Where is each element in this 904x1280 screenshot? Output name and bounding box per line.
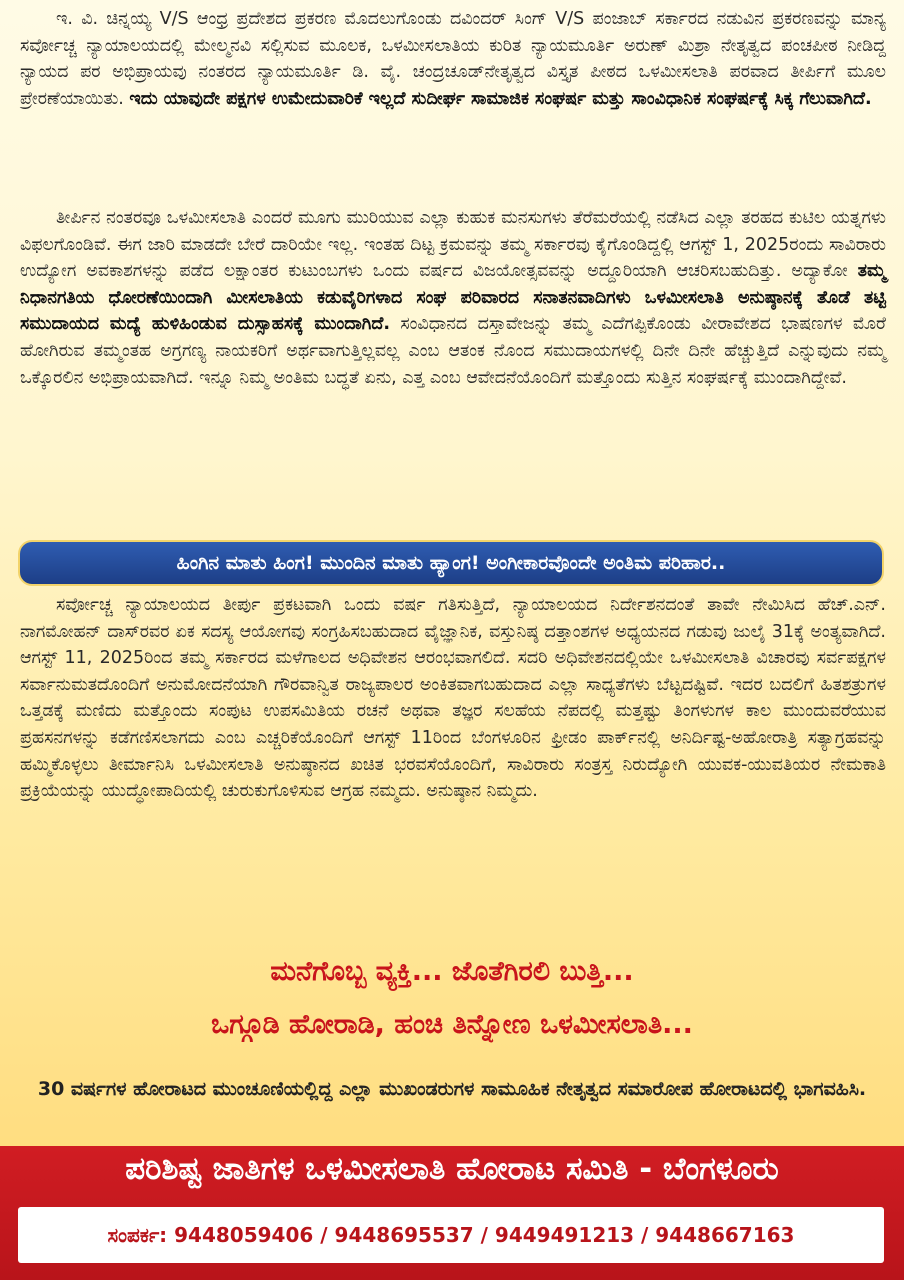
organization-name: ಪರಿಶಿಷ್ಟ ಜಾತಿಗಳ ಒಳಮೀಸಲಾತಿ ಹೋರಾಟ ಸಮಿತಿ - ಬೆಂಗಳೂರು (125, 1151, 779, 1187)
slogan-line-2: ಒಗ್ಗೂಡಿ ಹೋರಾಡಿ, ಹಂಚಿ ತಿನ್ನೋಣ ಒಳಮೀಸಲಾತಿ... (211, 1009, 693, 1040)
second-bold-text: ತಮ್ಮ ನಿಧಾನಗತಿಯ ಧೋರಣೆಯಿಂದಾಗಿ ಮೀಸಲಾತಿಯ ಕಡುವೈರಿಗಳಾದ ಸಂಘ ಪರಿವಾರದ ಸನಾತನವಾದಿಗಳು ಒಳಮೀಸಲಾತಿ ಅನುಷ್ಠಾನಕ್ಕೆ ತೊಡೆ ತಟ್ಟಿ ಸಮುದಾಯದ ಮದ್ಯೆ ಹುಳಿಹಿಂಡುವ ದುಸ್ಸಾಹಸಕ್ಕೆ ಮುಂದಾಗಿದೆ. (20, 261, 886, 335)
intro-paragraph (20, 6, 886, 112)
second-text-a: ತೀರ್ಪಿನ ನಂತರವೂ ಒಳಮೀಸಲಾತಿ ಎಂದರೆ ಮೂಗು ಮುರಿಯುವ ಎಲ್ಲಾ ಕುಹುಕ ಮನಸುಗಳು ತೆರೆಮರೆಯಲ್ಲಿ ನಡೆಸಿದ ಎಲ್ಲಾ ತರಹದ ಕುಟಿಲ ಯತ್ನಗಳು ವಿಫಲಗೊಂಡಿವೆ. ಈಗ ಜಾರಿ ಮಾಡದೇ ಬೇರೆ ದಾರಿಯೇ ಇಲ್ಲ. ಇಂತಹ ದಿಟ್ಟ ಕ್ರಮವನ್ನು ತಮ್ಮ ಸರ್ಕಾರವು ಕೈಗೊಂಡಿದ್ದಲ್ಲಿ ಆಗಸ್ಟ್ 1, 2025ರಂದು ಸಾವಿರಾರು ಉದ್ಯೋಗ ಅವಕಾಶಗಳನ್ನು ಪಡೆದ ಲಕ್ಷಾಂತರ ಕುಟುಂಬಗಳು ಒಂದು ವರ್ಷದ ವಿಜಯೋತ್ಸವವನ್ನು ಅದ್ದೂರಿಯಾಗಿ ಆಚರಿಸಬಹುದಿತ್ತು. ಅದ್ಯಾಕೋ (20, 208, 886, 282)
call-to-action: 30 ವರ್ಷಗಳ ಹೋರಾಟದ ಮುಂಚೂಣಿಯಲ್ಲಿದ್ದ ಎಲ್ಲಾ ಮುಖಂಡರುಗಳ ಸಾಮೂಹಿಕ ನೇತೃತ್ವದ ಸಮಾರೋಪ ಹೋರಾಟದಲ್ಲಿ ಭಾಗವಹಿಸಿ. (37, 1078, 867, 1100)
contact-numbers: ಸಂಪರ್ಕ: 9448059406 / 9448695537 / 9449491213 / 9448667163 (107, 1223, 795, 1247)
banner-text: ಹಿಂಗಿನ ಮಾತು ಹಿಂಗ! ಮುಂದಿನ ಮಾತು ಹ್ಯಾಂಗ! ಅಂಗೀಕಾರವೊಂದೇ ಅಂತಿಮ ಪರಿಹಾರ.. (176, 552, 726, 574)
second-text-c: ಸಂವಿಧಾನದ ದಸ್ತಾವೇಜನ್ನು ತಮ್ಮ ಎದೆಗಪ್ಪಿಕೊಂಡು ವೀರಾವೇಶದ ಭಾಷಣಗಳ ಮೊರೆ ಹೋಗಿರುವ ತಮ್ಮಂತಹ ಅಗ್ರಗಣ್ಯ ನಾಯಕರಿಗೆ ಅರ್ಥವಾಗುತ್ತಿಲ್ಲವಲ್ಲ ಎಂಬ ಆತಂಕ ನೊಂದ ಸಮುದಾಯಗಳಲ್ಲಿ ದಿನೇ ದಿನೇ ಹೆಚ್ಚುತ್ತಿದೆ ಎನ್ನುವುದು ನಮ್ಮ ಒಕ್ಕೊರಲಿನ ಅಭಿಪ್ರಾಯವಾಗಿದೆ. ಇನ್ನೂ ನಿಮ್ಮ ಅಂತಿಮ ಬದ್ಧತೆ ಏನು, ಎತ್ತ ಎಂಬ ಆವೇದನೆಯೊಂದಿಗೆ ಮತ್ತೊಂದು ಸುತ್ತಿನ ಸಂಘರ್ಷಕ್ಕೆ ಮುಂದಾಗಿದ್ದೇವೆ. (20, 314, 886, 388)
headline-banner (18, 540, 884, 586)
contact-box (18, 1207, 884, 1263)
intro-text: ಇ. ವಿ. ಚಿನ್ನಯ್ಯ V/S ಆಂಧ್ರ ಪ್ರದೇಶದ ಪ್ರಕರಣ ಮೊದಲುಗೊಂಡು ದವಿಂದರ್ ಸಿಂಗ್ V/S ಪಂಜಾಬ್ ಸರ್ಕಾರದ ನಡುವಿನ ಪ್ರಕರಣವನ್ನು ಮಾನ್ಯ ಸರ್ವೋಚ್ಚ ನ್ಯಾಯಾಲಯದಲ್ಲಿ ಮೇಲ್ಮನವಿ ಸಲ್ಲಿಸುವ ಮೂಲಕ, ಒಳಮೀಸಲಾತಿಯ ಕುರಿತ ನ್ಯಾಯಮೂರ್ತಿ ಅರುಣ್ ಮಿಶ್ರಾ ನೇತೃತ್ವದ ಪಂಚಪೀಠ ನೀಡಿದ್ದ ನ್ಯಾಯದ ಪರ ಅಭಿಪ್ರಾಯವು ನಂತರದ ನ್ಯಾಯಮೂರ್ತಿ ಡಿ. ವೈ. ಚಂದ್ರಚೂಡ್‌ನೇತೃತ್ವದ ವಿಸ್ತೃತ ಪೀಠದ ಒಳಮೀಸಲಾತಿ ಪರವಾದ ತೀರ್ಪಿಗೆ ಮೂಲ ಪ್ರೇರಣೆಯಾಯಿತು. (20, 9, 886, 109)
intro-bold-text: ಇದು ಯಾವುದೇ ಪಕ್ಷಗಳ ಉಮೇದುವಾರಿಕೆ ಇಲ್ಲದೆ ಸುದೀರ್ಘ ಸಾಮಾಜಿಕ ಸಂಘರ್ಷ ಮತ್ತು ಸಾಂವಿಧಾನಿಕ ಸಂಘರ್ಷಕ್ಕೆ ಸಿಕ್ಕ ಗೆಲುವಾಗಿದೆ. (129, 88, 872, 109)
third-paragraph: ಸರ್ವೋಚ್ಚ ನ್ಯಾಯಾಲಯದ ತೀರ್ಪು ಪ್ರಕಟವಾಗಿ ಒಂದು ವರ್ಷ ಗತಿಸುತ್ತಿದೆ, ನ್ಯಾಯಾಲಯದ ನಿರ್ದೇಶನದಂತೆ ತಾವೇ ನೇಮಿಸಿದ ಹೆಚ್.ಎನ್. ನಾಗಮೋಹನ್ ದಾಸ್‌ರವರ ಏಕ ಸದಸ್ಯ ಆಯೋಗವು ಸಂಗ್ರಹಿಸಬಹುದಾದ ವೈಜ್ಞಾನಿಕ, ವಸ್ತುನಿಷ್ಠ ದತ್ತಾಂಶಗಳ ಅಧ್ಯಯನದ ಗಡುವು ಜುಲೈ 31ಕ್ಕೆ ಅಂತ್ಯವಾಗಿದೆ. ಆಗಸ್ಟ್ 11, 2025ರಿಂದ ತಮ್ಮ ಸರ್ಕಾರದ ಮಳೆಗಾಲದ ಅಧಿವೇಶನ ಆರಂಭವಾಗಲಿದೆ. ಸದರಿ ಅಧಿವೇಶನದಲ್ಲಿಯೇ ಒಳಮೀಸಲಾತಿ ವಿಚಾರವು ಸರ್ವಪಕ್ಷಗಳ ಸರ್ವಾನುಮತದೊಂದಿಗೆ ಅನುಮೋದನೆಯಾಗಿ ಗೌರವಾನ್ವಿತ ರಾಜ್ಯಪಾಲರ ಅಂಕಿತವಾಗಬಹುದಾದ ಎಲ್ಲಾ ಸಾಧ್ಯತೆಗಳು ಬೆಟ್ಟದಷ್ಟಿವೆ. ಇದರ ಬದಲಿಗೆ ಹಿತಶತ್ರುಗಳ ಒತ್ತಡಕ್ಕೆ ಮಣಿದು ಮತ್ತೊಂದು ಸಂಪುಟ ಉಪಸಮಿತಿಯ ರಚನೆ ಅಥವಾ ತಜ್ಞರ ಸಲಹೆಯ ನೆಪದಲ್ಲಿ ಮತ್ತಷ್ಟು ತಿಂಗಳುಗಳ ಕಾಲ ಮುಂದುವರೆಯುವ ಪ್ರಹಸನಗಳನ್ನು ಕಡೆಗಣಿಸಲಾಗದು ಎಂಬ ಎಚ್ಚರಿಕೆಯೊಂದಿಗೆ ಆಗಸ್ಟ್ 11ರಿಂದ ಬೆಂಗಳೂರಿನ ಫ್ರೀಡಂ ಪಾರ್ಕ್‌ನಲ್ಲಿ ಅನಿರ್ದಿಷ್ಟ-ಅಹೋರಾತ್ರಿ ಸತ್ಯಾಗ್ರಹವನ್ನು ಹಮ್ಮಿಕೊಳ್ಳಲು ತೀರ್ಮಾನಿಸಿ ಒಳಮೀಸಲಾತಿ ಅನುಷ್ಠಾನದ ಖಚಿತ ಭರವಸೆಯೊಂದಿಗೆ, ಸಾವಿರಾರು ಸಂತ್ರಸ್ತ ನಿರುದ್ಯೋಗಿ ಯುವಕ-ಯುವತಿಯರ ನೇಮಕಾತಿ ಪ್ರಕ್ರಿಯೆಯನ್ನು ಯುದ್ಧೋಪಾದಿಯಲ್ಲಿ ಚುರುಕುಗೊಳಿಸುವ ಆಗ್ರಹ ನಮ್ಮದು. ಅನುಷ್ಠಾನ ನಿಮ್ಮದು. (20, 595, 886, 802)
slogan-line-1: ಮನೆಗೊಬ್ಬ ವ್ಯಕ್ತಿ... ಜೊತೆಗಿರಲಿ ಬುತ್ತಿ... (270, 956, 634, 987)
second-paragraph (20, 205, 886, 391)
